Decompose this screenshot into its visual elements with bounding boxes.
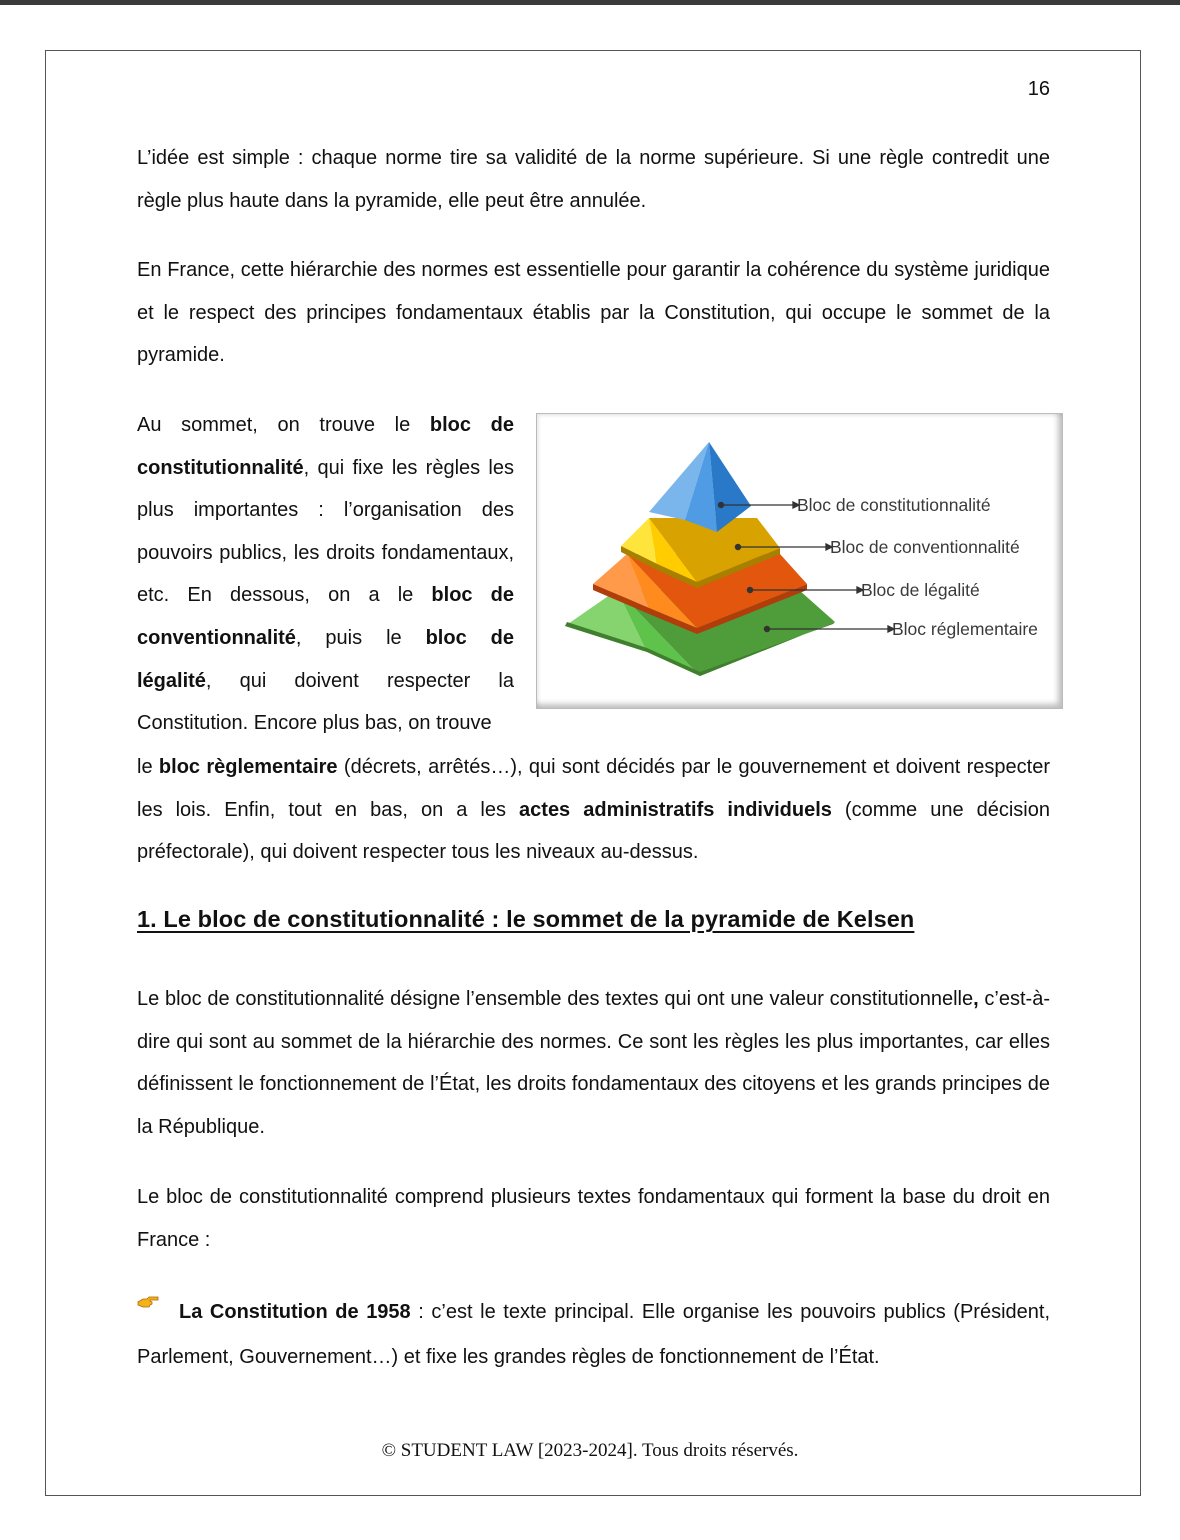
pyramid-label-conventionnalite: Bloc de conventionnalité — [830, 537, 1020, 557]
term-bloc-conventionnalite: bloc de conventionnalité — [137, 584, 514, 649]
pyramid-diagram — [537, 414, 1062, 708]
top-bar — [0, 0, 1180, 5]
paragraph-pyramid-levels-continued: le bloc règlementaire (décrets, arrêtés…), qui sont décidés par le gouvernement et doivent respecter les lois. Enfin, tout en bas, on a les actes administratifs individuels (comme une décision préfectorale), qui doivent respecter tous les niveaux au-dessus. — [137, 756, 1050, 864]
pyramid-label-reglementaire: Bloc réglementaire — [892, 619, 1038, 639]
footer-copyright: © STUDENT LAW [2023-2024]. Tous droits réservés. — [381, 1440, 799, 1461]
term-bloc-constitutionnalite: bloc de constitutionnalité — [137, 414, 514, 479]
term-bloc-legalite: bloc de légalité — [137, 626, 515, 692]
pyramid-figure — [536, 413, 1063, 709]
paragraph-texts-intro: Le bloc de constitutionnalité comprend plusieurs textes fondamentaux qui forment la base du droit en France : — [137, 1186, 1050, 1251]
term-bloc-reglementaire: bloc règlementaire — [158, 756, 338, 778]
section-heading: 1. Le bloc de constitutionnalité : le sommet de la pyramide de Kelsen — [137, 906, 915, 932]
pyramid-label-legalite: Bloc de légalité — [861, 580, 980, 600]
paragraph-intro: L’idée est simple : chaque norme tire sa validité de la norme supérieure. Si une règle contredit une règle plus haute dans la pyramide, elle peut être annulée. — [137, 147, 1050, 212]
paragraph-pyramid-levels: Au sommet, on trouve le bloc de constitutionnalité, qui fixe les règles les plus importantes : l’organisation des pouvoirs publics, les droits fondamentaux, etc. En dessous, on a le bloc de conventionnalité, puis le bloc de légalité, qui doivent respecter la Constitution. Encore plus bas, on trouve — [137, 414, 515, 735]
term-constitution-1958: La Constitution de 1958 — [179, 1301, 411, 1323]
pyramid-label-constitutionnalite: Bloc de constitutionnalité — [797, 495, 991, 515]
bullet-constitution-1958: La Constitution de 1958 : c’est le texte principal. Elle organise les pouvoirs publics (Président, Parlement, Gouvernement…) et fixe les grandes règles de fonctionnement de l’État. — [137, 1290, 1050, 1380]
pointing-hand-icon — [137, 1282, 159, 1327]
paragraph-hierarchy: En France, cette hiérarchie des normes est essentielle pour garantir la cohérence du système juridique et le respect des principes fondamentaux établis par la Constitution, qui occupe le sommet de la pyramide. — [137, 259, 1050, 367]
term-actes-administratifs: actes administratifs individuels — [519, 798, 832, 821]
page-number: 16 — [1027, 78, 1050, 100]
paragraph-definition: Le bloc de constitutionnalité désigne l’ensemble des textes qui ont une valeur constitutionnelle, c’est-à-dire qui sont au sommet de la hiérarchie des normes. Ce sont les règles les plus importantes, car elles définissent le fonctionnement de l’État, les droits fondamentaux des citoyens et les grands principes de la République. — [137, 988, 1050, 1138]
